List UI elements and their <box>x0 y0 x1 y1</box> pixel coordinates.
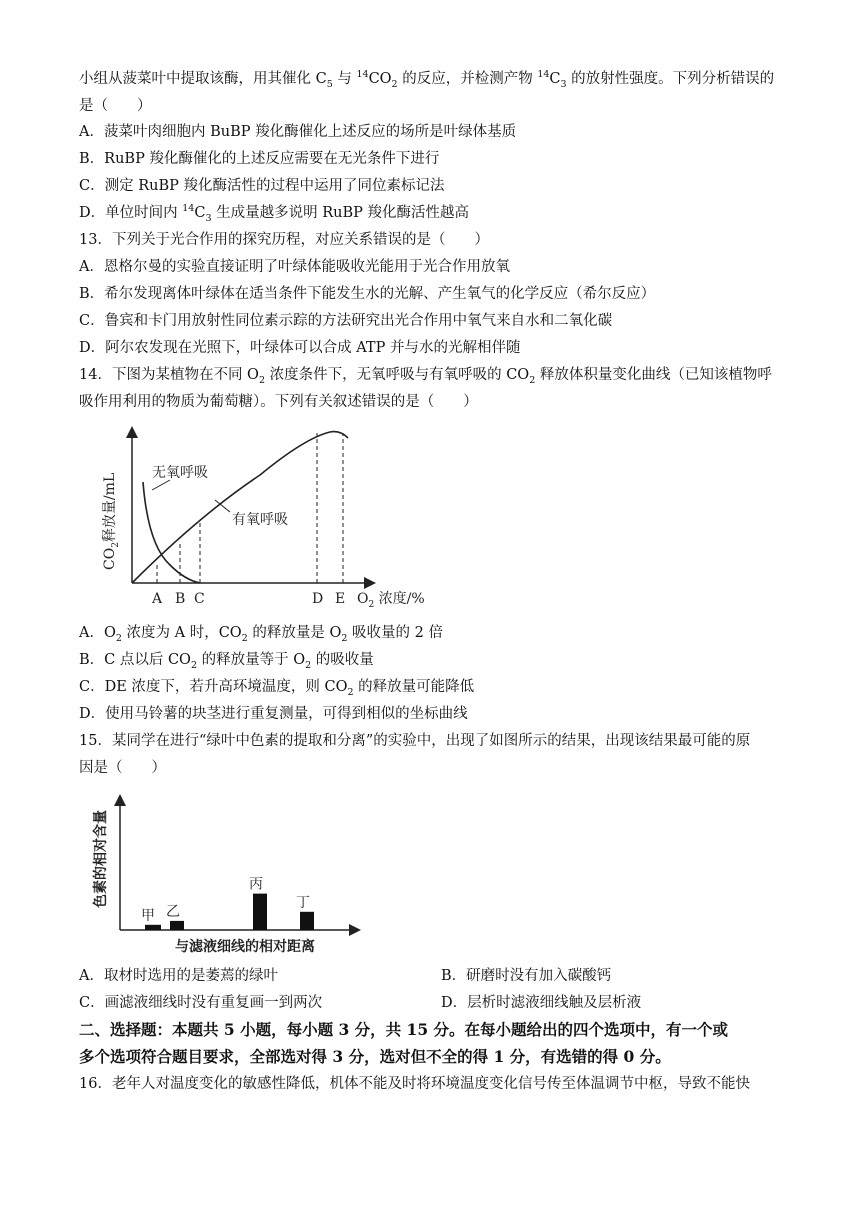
q13-option-c: C．鲁宾和卡门用放射性同位素示踪的方法研究出光合作用中氧气来自水和二氧化碳 <box>79 313 613 329</box>
band-4 <box>300 912 314 930</box>
q12-option-d: D．单位时间内 $^{14}C_3$ 生成量越多说明 RuBP 羧化酶活性越高 <box>79 203 469 224</box>
band-label-3: 丙 <box>249 876 263 893</box>
band-label-2: 乙 <box>166 903 180 920</box>
q15-option-a: A．取材时选用的是萎蔫的绿叶 <box>79 968 278 984</box>
tick-e: E <box>335 591 346 607</box>
aerobic-curve <box>132 432 348 583</box>
q12-stem-line1: 小组从菠菜叶中提取该酶，用其催化 $C_5$ 与 $^{14}CO_2$ 的反应，并检测产物 $^{14}C_3$ 的放射性强度。下列分析错误的 <box>79 69 775 90</box>
q15-option-b: B．研磨时没有加入碳酸钙 <box>441 968 612 984</box>
q16-stem-line1: 16．老年人对温度变化的敏感性降低，机体不能及时将环境温度变化信号传至体温调节中枢，导致不能快 <box>79 1076 750 1092</box>
q13-option-d: D．阿尔农发现在光照下，叶绿体可以合成 ATP 并与水的光解相伴随 <box>79 340 521 356</box>
q15-figure <box>85 790 375 960</box>
q13-option-a: A．恩格尔曼的实验直接证明了叶绿体能吸收光能用于光合作用放氧 <box>79 259 510 275</box>
band-label-1: 甲 <box>141 907 155 924</box>
q15-stem-line1: 15．某同学在进行“绿叶中色素的提取和分离”的实验中，出现了如图所示的结果，出现该结果最可能的原 <box>79 733 751 749</box>
q12-stem-line2: 是（ ） <box>79 98 152 114</box>
band-3 <box>253 894 267 930</box>
section2-heading-line2: 多个选项符合题目要求，全部选对得 3 分，选对但不全的得 1 分，有选错的得 0 分。 <box>79 1047 671 1066</box>
q12-option-a: A．菠菜叶肉细胞内 BuBP 羧化酶催化上述反应的场所是叶绿体基质 <box>79 124 517 140</box>
x-axis-label: 与滤液细线的相对距离 <box>175 939 315 955</box>
y-axis-label: 色素的相对含量 <box>93 810 109 908</box>
q14-figure <box>90 420 450 620</box>
q14-option-d: D．使用马铃薯的块茎进行重复测量，可得到相似的坐标曲线 <box>79 706 468 722</box>
tick-b: B <box>175 591 186 607</box>
q13-option-b: B．希尔发现离体叶绿体在适当条件下能发生水的光解、产生氧气的化学反应（希尔反应） <box>79 286 656 302</box>
q15-option-d: D．层析时滤液细线触及层析液 <box>441 995 642 1011</box>
q15-option-c: C．画滤液细线时没有重复画一到两次 <box>79 995 323 1011</box>
label-anaerobic: 无氧呼吸 <box>152 465 208 481</box>
q14-option-c: C．DE 浓度下，若升高环境温度，则 $CO_2$ 的释放量可能降低 <box>79 679 475 698</box>
section2-heading-line1: 二、选择题：本题共 5 小题，每小题 3 分，共 15 分。在每小题给出的四个选项中，有一个或 <box>79 1020 729 1039</box>
band-label-4: 丁 <box>296 894 310 911</box>
band-2 <box>170 921 184 930</box>
y-axis-label: $CO_2$释放量/mL <box>102 472 121 570</box>
tick-d: D <box>312 591 324 607</box>
q12-option-b: B．RuBP 羧化酶催化的上述反应需要在无光条件下进行 <box>79 151 440 167</box>
q15-stem-line2: 因是（ ） <box>79 760 166 776</box>
x-axis-label: $O_2$ 浓度/% <box>357 591 425 610</box>
q13-stem: 13．下列关于光合作用的探究历程，对应关系错误的是（ ） <box>79 232 489 248</box>
q14-option-a: A．$O_2$ 浓度为 A 时，$CO_2$ 的释放量是 $O_2$ 吸收量的 2 倍 <box>79 625 443 644</box>
band-1 <box>145 925 161 930</box>
q14-stem-line2: 吸作用利用的物质为葡萄糖）。下列有关叙述错误的是（ ） <box>79 394 478 410</box>
label-aerobic: 有氧呼吸 <box>232 512 288 528</box>
q14-option-b: B．C 点以后 $CO_2$ 的释放量等于 $O_2$ 的吸收量 <box>79 652 374 671</box>
tick-c: C <box>194 591 205 607</box>
q12-option-c: C．测定 RuBP 羧化酶活性的过程中运用了同位素标记法 <box>79 178 445 194</box>
anaerobic-curve <box>143 482 200 583</box>
q14-stem-line1: 14．下图为某植物在不同 $O_2$ 浓度条件下，无氧呼吸与有氧呼吸的 $CO_2$ 释放体积量变化曲线（已知该植物呼 <box>79 367 772 386</box>
tick-a: A <box>152 591 163 607</box>
